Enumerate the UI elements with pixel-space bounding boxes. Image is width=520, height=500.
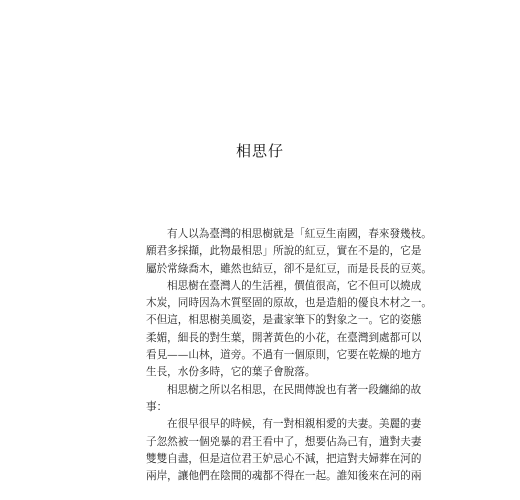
text-line: 木炭，同時因為木質堅固的原故，也是造船的優良木材之一。: [146, 297, 433, 310]
text-line: 在很早很早的時候，有一對相親相愛的夫妻。美麗的妻: [167, 418, 422, 431]
text-line: 看見——山林，道旁。不過有一個原則，它要在乾燥的地方: [146, 349, 422, 362]
text-line: 屬於常綠喬木，雖然也結豆，卻不是紅豆，而是長長的豆莢。: [146, 262, 433, 275]
text-line: 相思樹之所以名相思，在民間傳說也有著一段纏綿的故: [167, 383, 422, 396]
text-line: 願君多採擷，此物最相思」所說的紅豆，實在不是的，它是: [146, 245, 422, 258]
text-line: 雙雙自盡，但是這位君王妒忌心不減，把這對夫婦葬在河的: [146, 452, 422, 465]
text-line: 事：: [146, 400, 168, 413]
text-line: 兩岸，讓他們在陰間的魂都不得在一起。誰知後來在河的兩: [146, 470, 422, 483]
text-line: 相思樹在臺灣人的生活裡，價值很高，它不但可以燒成: [167, 279, 422, 292]
text-line: 生長，水份多時，它的葉子會脫落。: [146, 366, 316, 379]
text-line: 柔媚，細長的對生葉，開著黃色的小花，在臺灣到處都可以: [146, 331, 422, 344]
text-line: 有人以為臺灣的相思樹就是「紅豆生南國，春來發幾枝。: [167, 228, 432, 240]
body-text: [146, 226, 433, 485]
text-line: 不但這，相思樹美風姿，是畫家筆下的對象之一。它的姿態: [146, 314, 422, 327]
text-line: 子忽然被一個兇暴的君王看中了，想要佔為己有，遣對夫妻: [146, 435, 422, 448]
page-title: 相思仔: [235, 142, 284, 160]
